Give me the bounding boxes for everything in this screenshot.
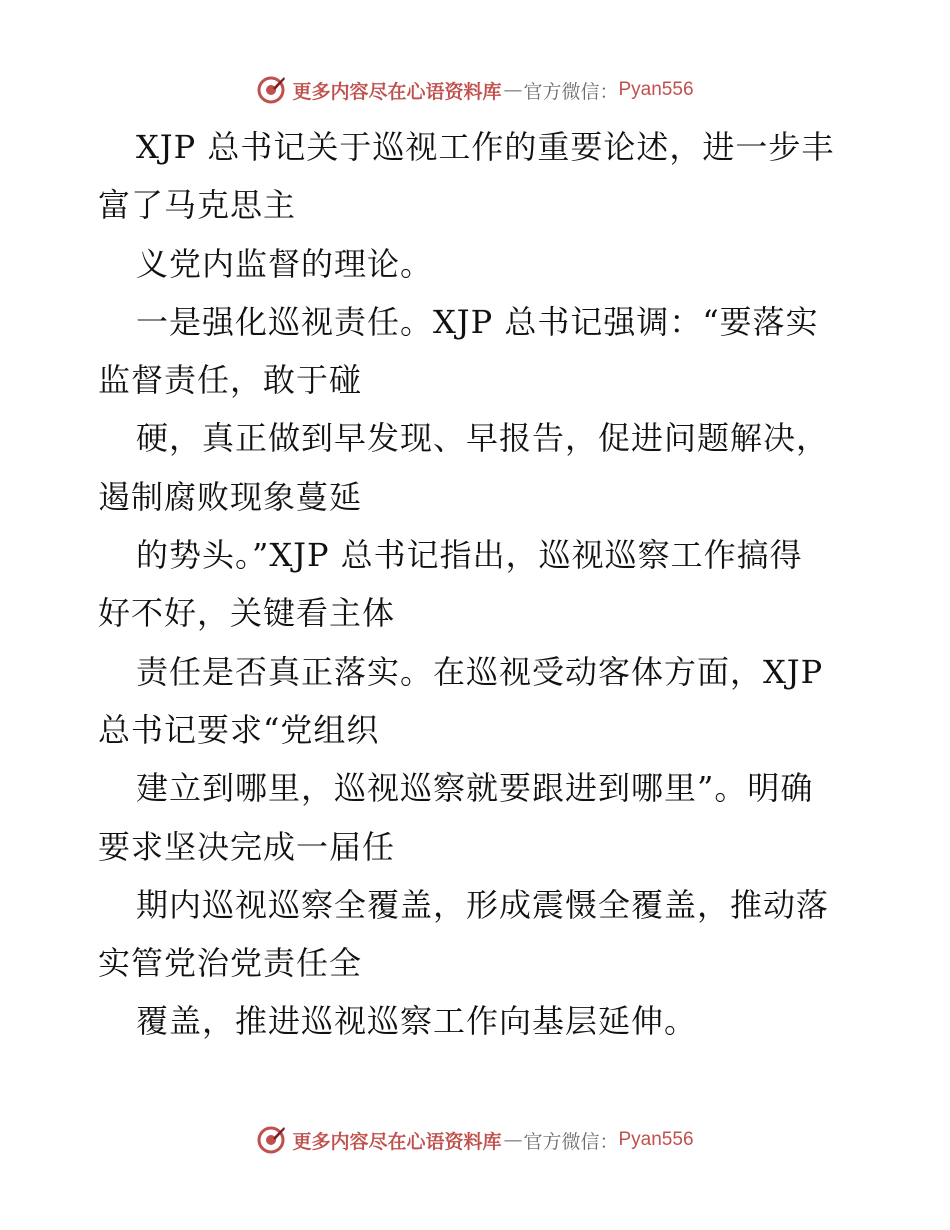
- paragraph-line: 义党内监督的理论。: [136, 244, 434, 283]
- watermark-main-text: 更多内容尽在心语资料库: [292, 80, 502, 103]
- header-watermark: [0, 70, 950, 110]
- paragraph-line: 监督责任，敢于碰: [98, 361, 363, 400]
- pen-logo-icon: [256, 75, 286, 105]
- paragraph-line: 要求坚决完成一届任: [98, 827, 396, 866]
- watermark-official-label: 官方微信：: [523, 80, 619, 103]
- footer-watermark: [0, 1120, 950, 1160]
- paragraph-line: 期内巡视巡察全覆盖，形成震慑全覆盖，推动落: [136, 885, 830, 924]
- pen-logo-icon: [256, 1125, 286, 1155]
- document-body: [98, 118, 858, 1051]
- paragraph-line: 实管党治党责任全: [98, 944, 363, 983]
- paragraph-line: 富了马克思主: [98, 186, 297, 225]
- paragraph-line: 好不好，关键看主体: [98, 594, 396, 633]
- paragraph-line: 覆盖，推进巡视巡察工作向基层延伸。: [136, 1002, 698, 1041]
- watermark-wechat-id: Pyan556: [618, 79, 694, 100]
- watermark-dash: —: [503, 79, 522, 101]
- paragraph-line: 建立到哪里，巡视巡察就要跟进到哪里”。明确: [136, 769, 814, 808]
- watermark-main-text: 更多内容尽在心语资料库: [292, 1130, 502, 1153]
- paragraph-line: 一是强化巡视责任。XJP 总书记强调：“要落实: [136, 302, 819, 341]
- paragraph-line: 硬，真正做到早发现、早报告，促进问题解决，: [136, 419, 830, 458]
- watermark-official-label: 官方微信：: [523, 1130, 619, 1153]
- paragraph-line: 的势头。”XJP 总书记指出，巡视巡察工作搞得: [136, 536, 803, 575]
- paragraph-line: 总书记要求“党组织: [98, 710, 380, 749]
- watermark-wechat-id: Pyan556: [618, 1129, 694, 1150]
- watermark-dash: —: [503, 1129, 522, 1151]
- paragraph-line: 遏制腐败现象蔓延: [98, 477, 363, 516]
- paragraph-line: XJP 总书记关于巡视工作的重要论述，进一步丰: [136, 128, 835, 166]
- paragraph-line: 责任是否真正落实。在巡视受动客体方面，XJP: [136, 652, 824, 691]
